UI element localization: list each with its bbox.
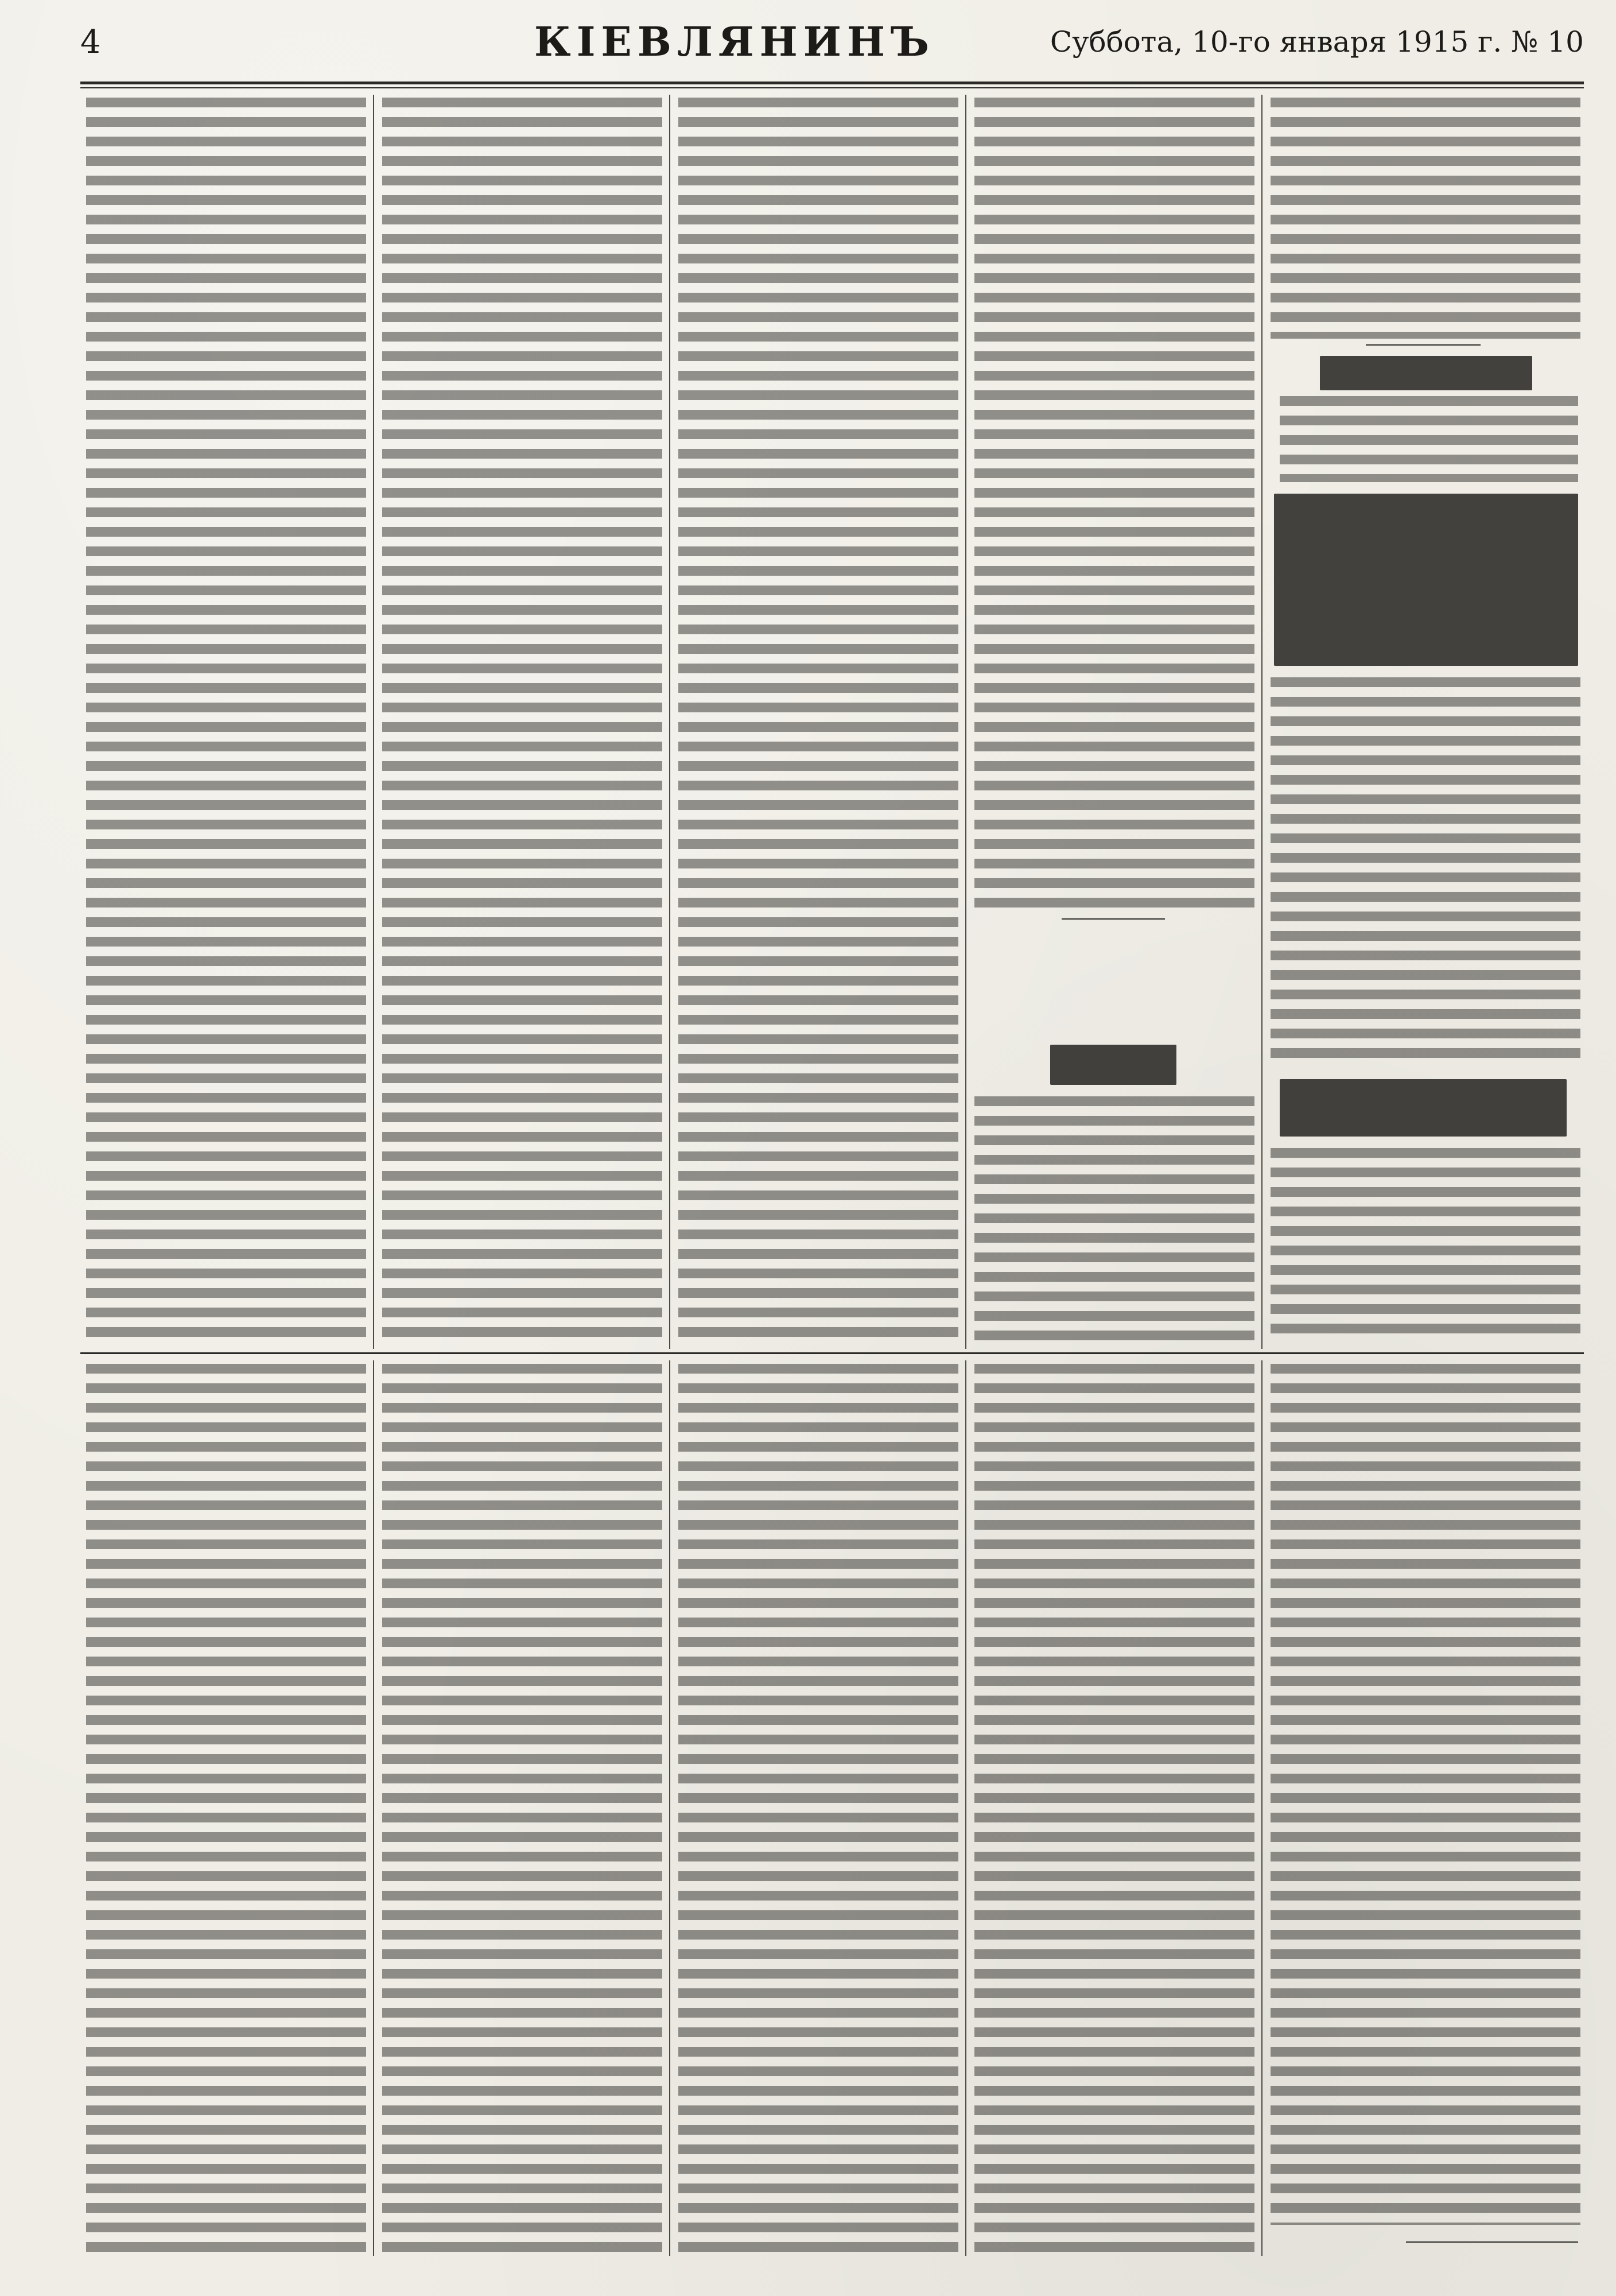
masthead xyxy=(80,18,1584,85)
section-heading xyxy=(1280,1079,1567,1137)
article-column xyxy=(382,98,662,1343)
article-column xyxy=(974,1096,1254,1343)
newspaper-title: КІЕВЛЯНИНЪ xyxy=(534,18,935,65)
article-column xyxy=(678,1364,958,2259)
column-divider xyxy=(373,1360,374,2256)
section-heading xyxy=(1320,356,1532,390)
article-column xyxy=(86,1364,366,2259)
article-column xyxy=(86,98,366,1343)
article-column xyxy=(1271,1364,1580,2225)
section-rule xyxy=(1406,2241,1578,2243)
article-column xyxy=(382,1364,662,2259)
issue-date: Суббота, 10-го января 1915 г. № 10 xyxy=(1050,25,1584,59)
article-column xyxy=(1271,98,1580,339)
section-heading xyxy=(1274,494,1578,666)
column-divider xyxy=(669,95,670,1349)
masthead-rule xyxy=(80,82,1584,84)
column-divider xyxy=(669,1360,670,2256)
column-divider xyxy=(373,95,374,1349)
article-column xyxy=(1271,677,1580,1068)
article-column xyxy=(974,98,1254,913)
article-column xyxy=(1280,396,1578,482)
section-rule xyxy=(1062,918,1165,920)
column-divider xyxy=(965,95,966,1349)
column-divider xyxy=(1261,1360,1262,2256)
section-rule xyxy=(1366,344,1481,346)
section-divider xyxy=(80,1352,1584,1354)
page-number: 4 xyxy=(80,24,101,61)
article-column xyxy=(1271,1148,1580,1343)
section-heading xyxy=(1050,1045,1176,1085)
column-divider xyxy=(965,1360,966,2256)
article-column xyxy=(974,1364,1254,2259)
article-column xyxy=(678,98,958,1343)
masthead-rule-thin xyxy=(80,87,1584,88)
column-divider xyxy=(1261,95,1262,1349)
